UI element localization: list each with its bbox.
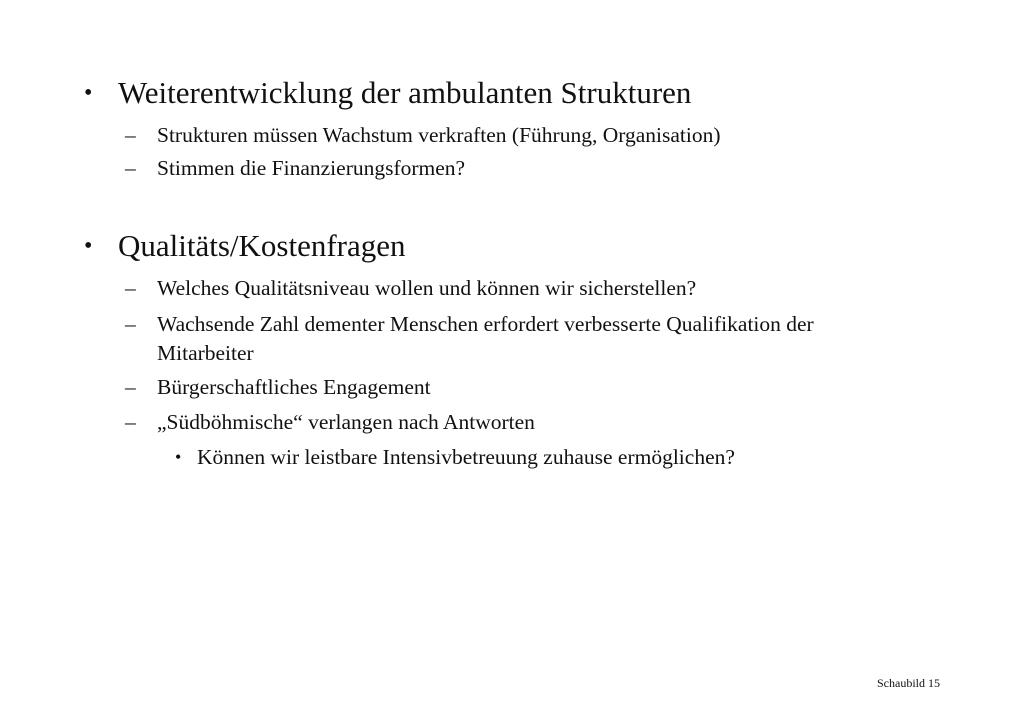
- dash-marker: –: [125, 276, 136, 300]
- subitem-text: Stimmen die Finanzierungsformen?: [157, 156, 466, 180]
- bullet-marker: •: [84, 233, 93, 259]
- subitem-text: Welches Qualitätsniveau wollen und können wir sicherstellen?: [157, 276, 697, 300]
- slide-number-footer: Schaubild 15: [877, 676, 940, 690]
- dash-marker: –: [125, 375, 136, 399]
- bullet-marker: •: [175, 447, 182, 467]
- subitem-demente-menschen: [125, 310, 814, 338]
- subsubitem-intensivbetreuung: [175, 443, 735, 471]
- subitem-text: Wachsende Zahl dementer Menschen erfordert verbesserte Qualifikation der: [157, 312, 814, 336]
- dash-marker: –: [125, 312, 136, 336]
- subitem-suedboehmische: [125, 408, 535, 436]
- subitem-finanzierungsformen: [125, 154, 466, 182]
- heading-qualitaet-kosten: [84, 227, 406, 265]
- bullet-marker: •: [84, 80, 93, 106]
- subsubitem-text: Können wir leistbare Intensivbetreuung zuhause ermöglichen?: [197, 445, 735, 469]
- subitem-mitarbeiter-continuation: [157, 339, 254, 367]
- subitem-qualitaetsniveau: [125, 274, 697, 302]
- subitem-text: Mitarbeiter: [157, 341, 254, 365]
- dash-marker: –: [125, 156, 136, 180]
- subitem-buergerschaftliches-engagement: [125, 373, 431, 401]
- subitem-text: „Südböhmische“ verlangen nach Antworten: [157, 410, 535, 434]
- heading-ambulante-strukturen: [84, 74, 692, 112]
- subitem-strukturen-wachstum: [125, 121, 721, 149]
- subitem-text: Bürgerschaftliches Engagement: [157, 375, 431, 399]
- heading-text: Qualitäts/Kostenfragen: [118, 228, 406, 263]
- dash-marker: –: [125, 410, 136, 434]
- subitem-text: Strukturen müssen Wachstum verkraften (Führung, Organisation): [157, 123, 721, 147]
- dash-marker: –: [125, 123, 136, 147]
- heading-text: Weiterentwicklung der ambulanten Strukturen: [118, 75, 692, 110]
